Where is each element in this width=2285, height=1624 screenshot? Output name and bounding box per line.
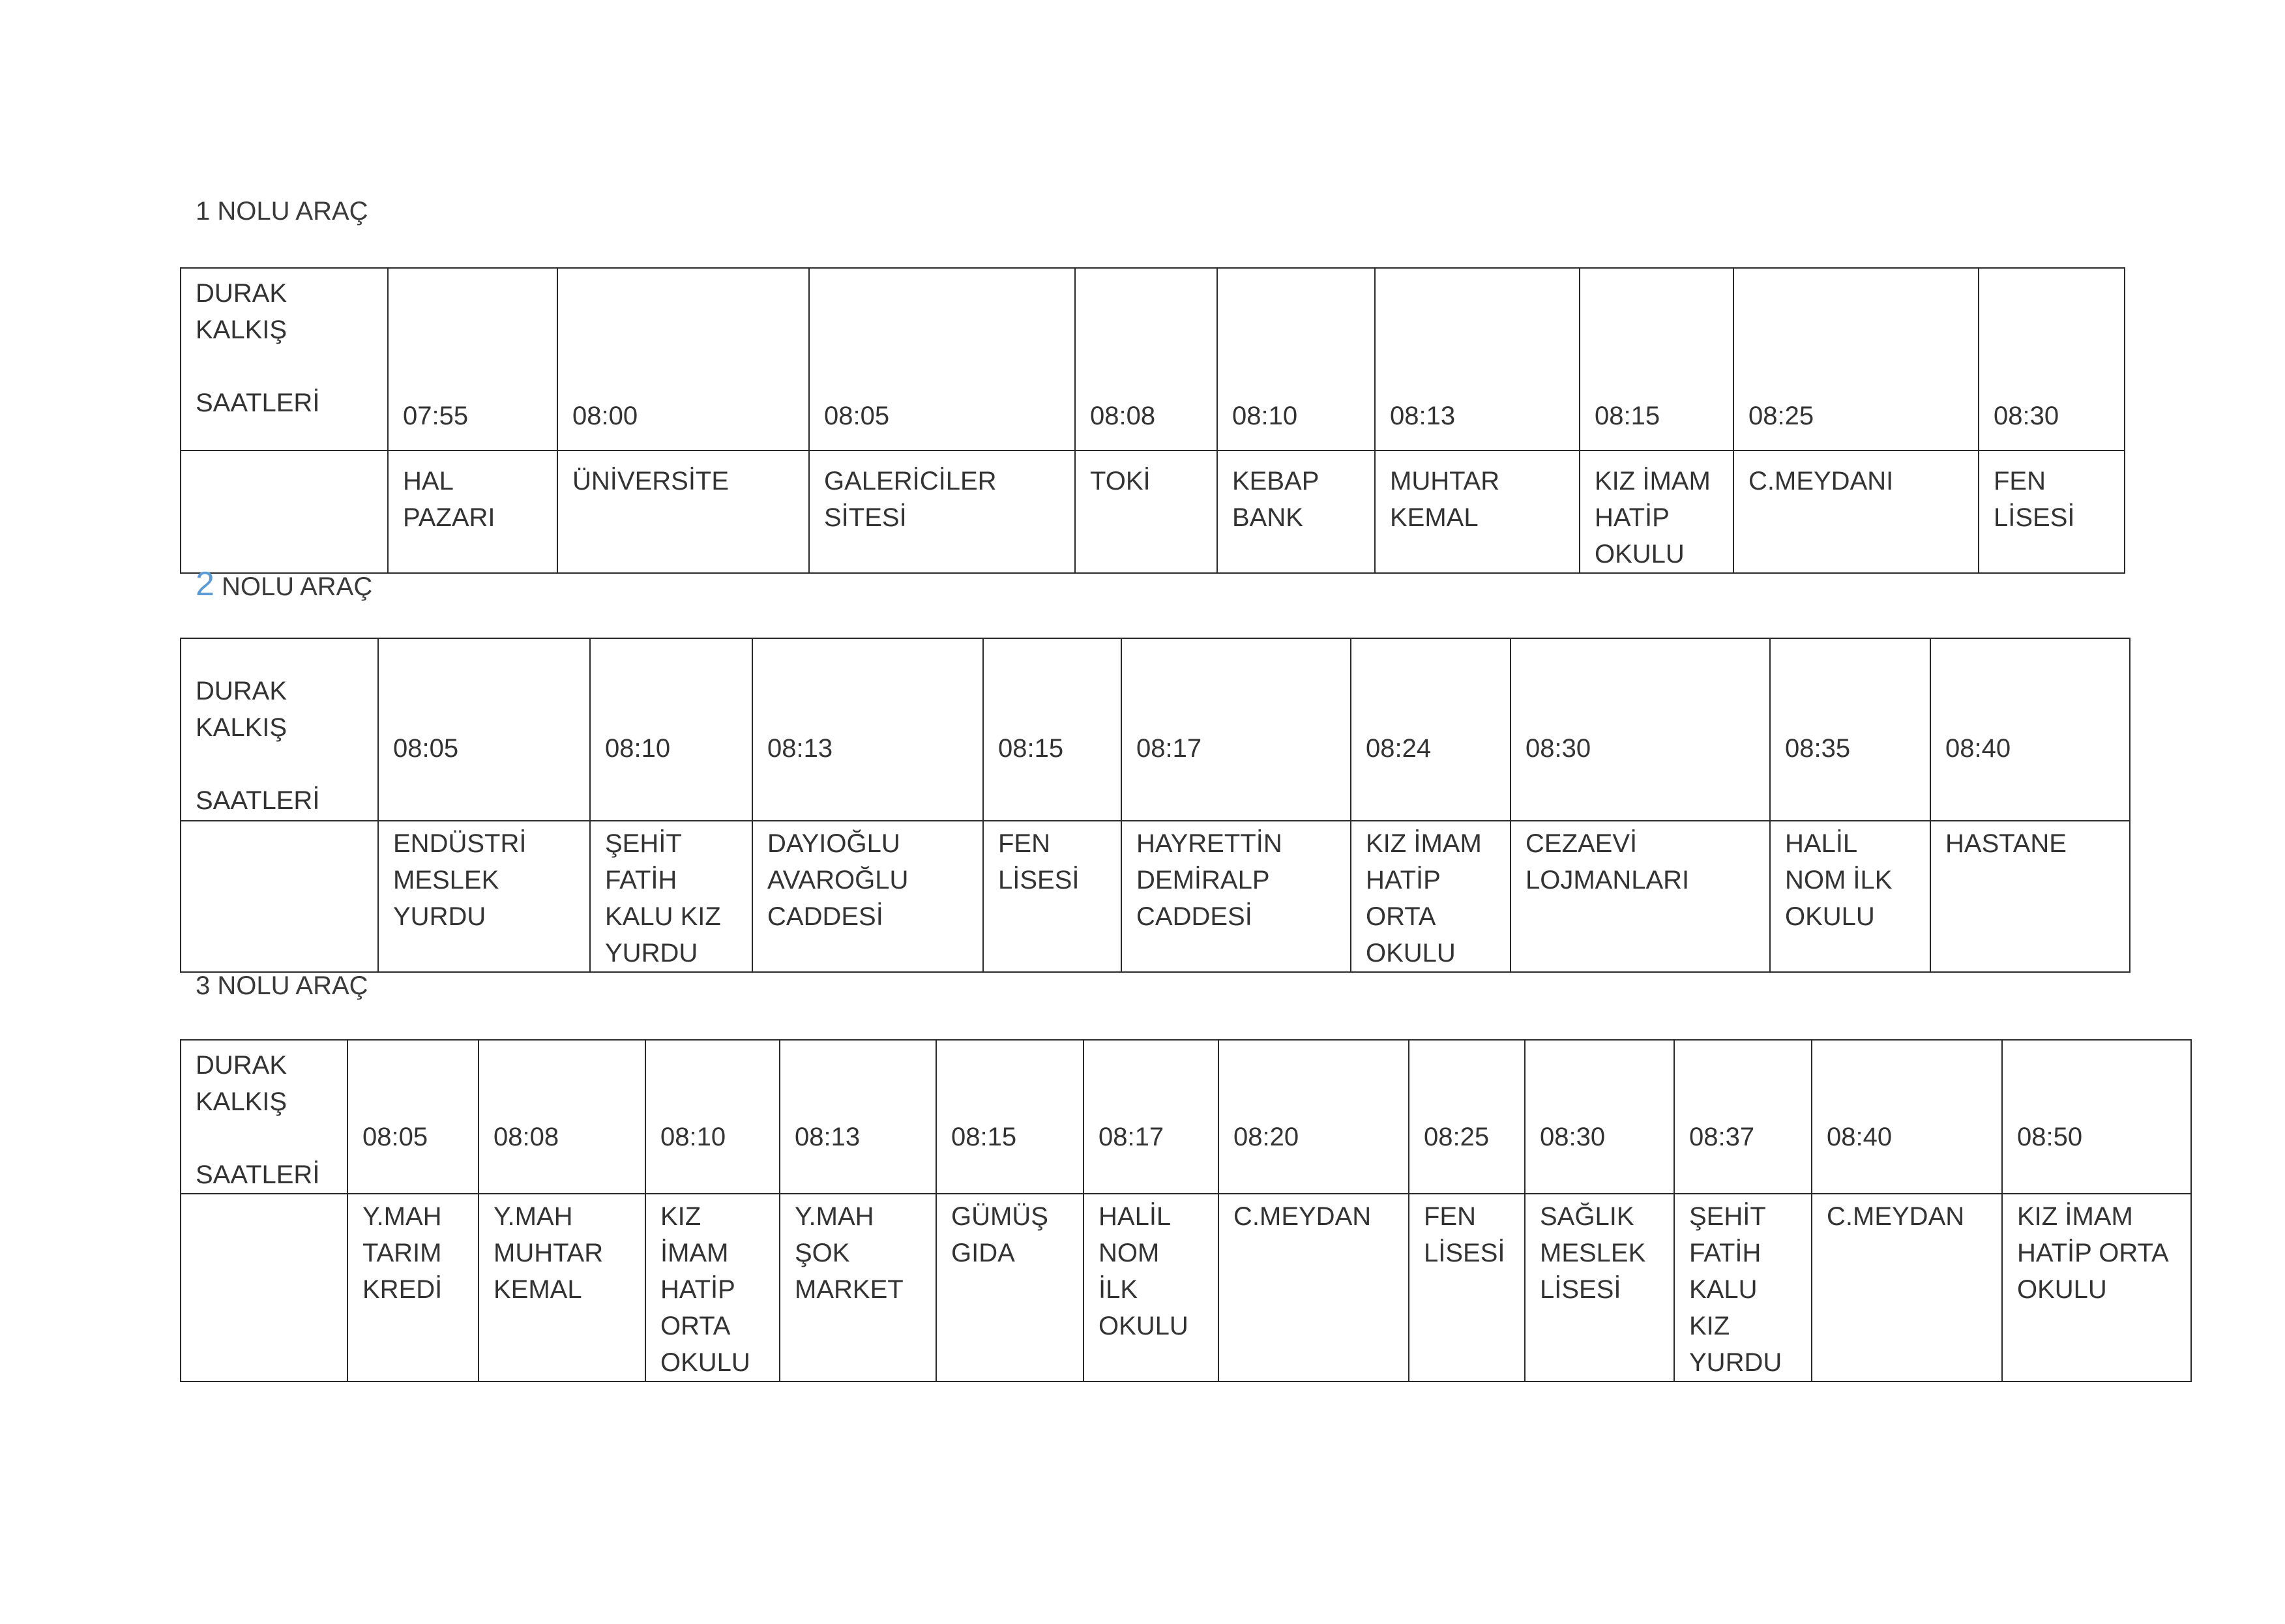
header-cell: DURAK KALKIŞ SAATLERİ — [181, 268, 388, 450]
stop-name: C.MEYDANI — [1733, 450, 1979, 573]
stops-row — [181, 450, 2125, 573]
header-cell: DURAK KALKIŞ SAATLERİ — [181, 638, 378, 821]
stop-name: DAYIOĞLU AVAROĞLU CADDESİ — [752, 821, 983, 972]
stop-name: HALİL NOM İLK OKULU — [1770, 821, 1930, 972]
stop-name: ŞEHİT FATİH KALU KIZ YURDU — [590, 821, 752, 972]
departure-time: 08:37 — [1674, 1040, 1812, 1194]
empty-cell — [181, 821, 378, 972]
vehicle-3-schedule-table — [180, 1039, 2192, 1382]
departure-time: 08:17 — [1084, 1040, 1218, 1194]
stop-name: ENDÜSTRİ MESLEK YURDU — [378, 821, 590, 972]
times-row — [181, 1040, 2191, 1194]
stop-name: KEBAP BANK — [1217, 450, 1375, 573]
vehicle-1-number: 1 — [196, 197, 211, 226]
departure-time: 08:05 — [378, 638, 590, 821]
departure-time: 08:15 — [983, 638, 1121, 821]
stop-name: HASTANE — [1930, 821, 2130, 972]
departure-time: 08:15 — [936, 1040, 1084, 1194]
empty-cell — [181, 1194, 347, 1381]
stop-name: MUHTAR KEMAL — [1375, 450, 1580, 573]
stop-name: KIZ İMAM HATİP ORTA OKULU — [2002, 1194, 2191, 1381]
departure-time: 08:05 — [809, 268, 1075, 450]
stop-name: C.MEYDAN — [1812, 1194, 2002, 1381]
header-cell: DURAK KALKIŞ SAATLERİ — [181, 1040, 347, 1194]
vehicle-1-label: NOLU ARAÇ — [210, 197, 368, 226]
stop-name: Y.MAH MUHTAR KEMAL — [479, 1194, 645, 1381]
stop-name: KIZ İMAM HATİP OKULU — [1580, 450, 1733, 573]
stop-name: HAYRETTİN DEMİRALP CADDESİ — [1121, 821, 1351, 972]
stops-row — [181, 821, 2130, 972]
departure-time: 08:30 — [1511, 638, 1770, 821]
stop-name: TOKİ — [1075, 450, 1217, 573]
stop-name: GALERİCİLER SİTESİ — [809, 450, 1075, 573]
departure-time: 08:13 — [1375, 268, 1580, 450]
departure-time: 08:17 — [1121, 638, 1351, 821]
vehicle-2-number: 2 — [196, 565, 214, 603]
stop-name: FEN LİSESİ — [983, 821, 1121, 972]
vehicle-3-label: NOLU ARAÇ — [210, 971, 368, 1000]
vehicle-2-title — [196, 565, 372, 604]
stop-name: C.MEYDAN — [1218, 1194, 1409, 1381]
departure-time: 08:35 — [1770, 638, 1930, 821]
vehicle-2-schedule-table — [180, 638, 2130, 973]
departure-time: 08:25 — [1733, 268, 1979, 450]
departure-time: 08:30 — [1525, 1040, 1674, 1194]
stop-name: HAL PAZARI — [388, 450, 557, 573]
departure-time: 08:15 — [1580, 268, 1733, 450]
departure-time: 08:40 — [1812, 1040, 2002, 1194]
stop-name: HALİL NOM İLK OKULU — [1084, 1194, 1218, 1381]
stop-name: GÜMÜŞ GIDA — [936, 1194, 1084, 1381]
departure-time: 08:13 — [780, 1040, 936, 1194]
stop-name: KIZ İMAM HATİP ORTA OKULU — [1351, 821, 1511, 972]
vehicle-1-title — [196, 197, 368, 226]
departure-time: 08:10 — [1217, 268, 1375, 450]
stop-name: FEN LİSESİ — [1979, 450, 2125, 573]
departure-time: 08:25 — [1409, 1040, 1525, 1194]
departure-time: 08:08 — [1075, 268, 1217, 450]
departure-time: 08:40 — [1930, 638, 2130, 821]
vehicle-1-schedule-table — [180, 267, 2125, 574]
stop-name: KIZ İMAM HATİP ORTA OKULU — [645, 1194, 780, 1381]
departure-time: 08:00 — [557, 268, 809, 450]
stop-name: ÜNİVERSİTE — [557, 450, 809, 573]
stop-name: Y.MAH TARIM KREDİ — [347, 1194, 479, 1381]
departure-time: 08:05 — [347, 1040, 479, 1194]
stop-name: Y.MAH ŞOK MARKET — [780, 1194, 936, 1381]
vehicle-2-label: NOLU ARAÇ — [214, 572, 373, 601]
departure-time: 08:13 — [752, 638, 983, 821]
times-row — [181, 268, 2125, 450]
stop-name: SAĞLIK MESLEK LİSESİ — [1525, 1194, 1674, 1381]
departure-time: 08:10 — [590, 638, 752, 821]
departure-time: 08:20 — [1218, 1040, 1409, 1194]
empty-cell — [181, 450, 388, 573]
departure-time: 08:30 — [1979, 268, 2125, 450]
departure-time: 08:24 — [1351, 638, 1511, 821]
times-row — [181, 638, 2130, 821]
stop-name: CEZAEVİ LOJMANLARI — [1511, 821, 1770, 972]
vehicle-3-title — [196, 971, 368, 1001]
stops-row — [181, 1194, 2191, 1381]
vehicle-3-number: 3 — [196, 971, 211, 1000]
stop-name: FEN LİSESİ — [1409, 1194, 1525, 1381]
departure-time: 08:50 — [2002, 1040, 2191, 1194]
stop-name: ŞEHİT FATİH KALU KIZ YURDU — [1674, 1194, 1812, 1381]
departure-time: 08:08 — [479, 1040, 645, 1194]
departure-time: 08:10 — [645, 1040, 780, 1194]
departure-time: 07:55 — [388, 268, 557, 450]
